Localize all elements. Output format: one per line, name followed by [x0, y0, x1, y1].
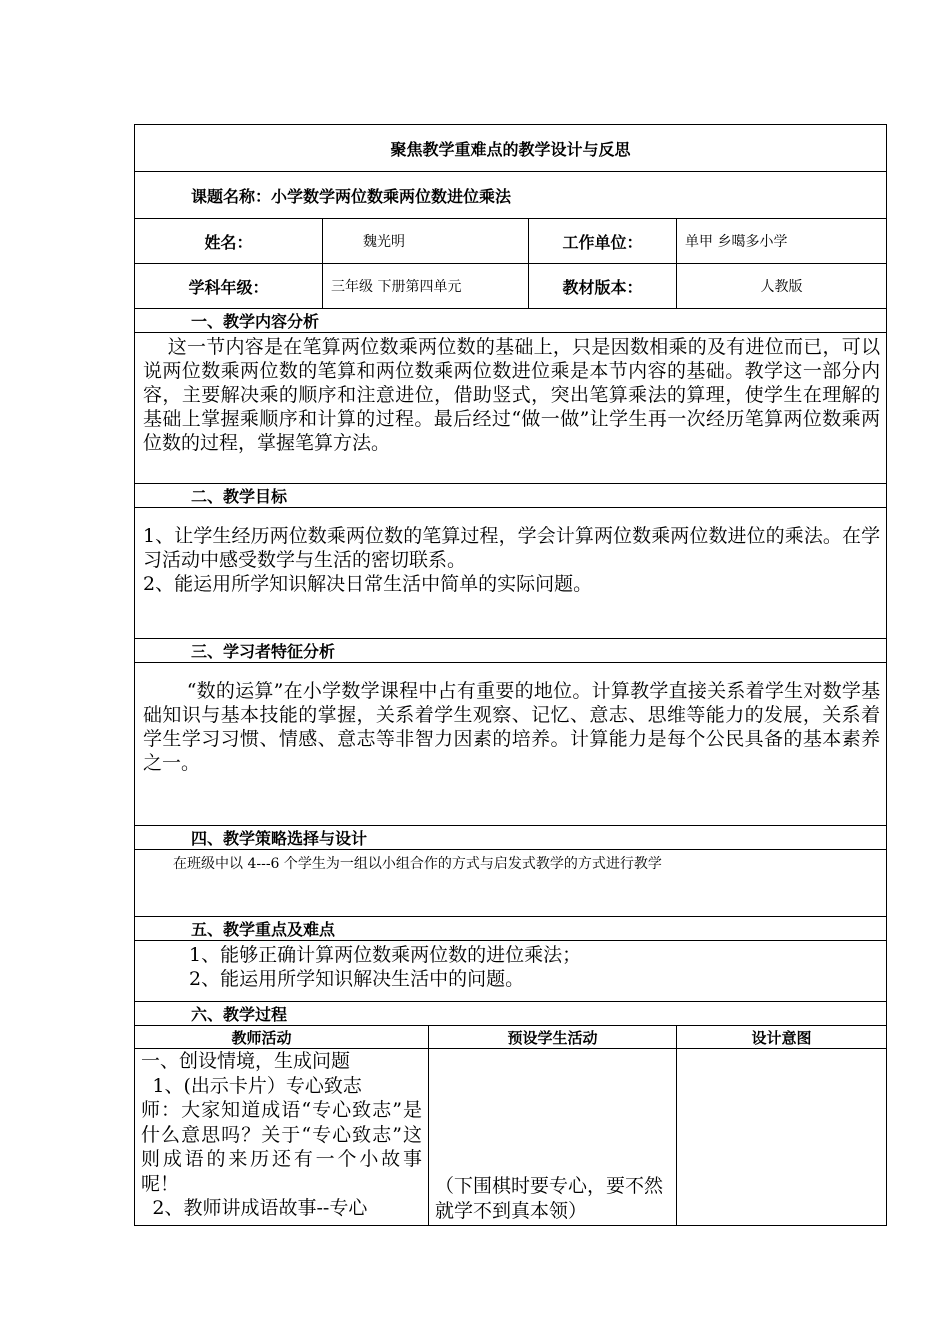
key-point-2: 2、能运用所学知识解决生活中的问题。	[189, 968, 525, 990]
section-heading-key-points: 五、教学重点及难点	[135, 917, 887, 941]
column-student-activity: 预设学生活动	[429, 1026, 677, 1049]
edition-value: 人教版	[677, 264, 887, 309]
student-activity-cell	[429, 1049, 677, 1226]
learner-analysis-text: “数的运算”在小学数学课程中占有重要的地位。计算教学直接关系着学生对数学基础知识与基本技能的掌握，关系着学生观察、记忆、意志、思维等能力的发展，关系着学生学习习惯、情感、意志等非智力因素的培养。计算能力是每个公民具备的基本素养之一。	[143, 680, 881, 774]
name-label: 姓名：	[135, 219, 323, 264]
lesson-plan-sheet	[134, 124, 886, 1226]
name-value: 魏光明	[323, 219, 529, 264]
topic-name: 课题名称：小学数学两位数乘两位数进位乘法	[135, 172, 887, 219]
unit-label: 工作单位：	[529, 219, 677, 264]
teaching-goal-2: 2、能运用所学知识解决日常生活中简单的实际问题。	[143, 573, 593, 595]
teacher-activity-line: 一、创设情境，生成问题	[141, 1050, 351, 1072]
key-points-body	[135, 941, 887, 1002]
teacher-activity-line: 1、(出示卡片）专心致志	[152, 1074, 362, 1097]
lesson-plan-table	[134, 124, 887, 1226]
teacher-activity-cell	[135, 1049, 429, 1226]
learner-analysis-body	[135, 663, 887, 826]
section-heading-content-analysis: 一、教学内容分析	[135, 309, 887, 333]
teaching-goal-1: 1、让学生经历两位数乘两位数的笔算过程，学会计算两位数乘两位数进位的乘法。在学习活动中感受数学与生活的密切联系。	[143, 525, 881, 571]
subject-value: 三年级 下册第四单元	[323, 264, 529, 309]
content-analysis-body	[135, 333, 887, 484]
teacher-activity-line: 2、教师讲成语故事--专心	[152, 1197, 368, 1219]
teacher-activity-line: 师：大家知道成语“专心致志”是什么意思吗？关于“专心致志”这则成语的来历还有一个小故事呢！	[141, 1099, 422, 1195]
document-title: 聚焦教学重难点的教学设计与反思	[135, 125, 887, 172]
section-heading-teaching-strategy: 四、教学策略选择与设计	[135, 826, 887, 850]
teaching-goals-body	[135, 508, 887, 639]
edition-label: 教材版本：	[529, 264, 677, 309]
section-heading-teaching-goals: 二、教学目标	[135, 484, 887, 508]
teaching-strategy-text: 在班级中以 4---6 个学生为一组以小组合作的方式与启发式教学的方式进行教学	[173, 856, 662, 872]
content-analysis-text: 这一节内容是在笔算两位数乘两位数的基础上，只是因数相乘的及有进位而已，可以说两位数乘两位数的笔算和两位数乘两位数进位乘是本节内容的基础。教学这一部分内容，主要解决乘的顺序和注意进位，借助竖式，突出笔算乘法的算理，使学生在理解的基础上掌握乘顺序和计算的过程。最后经过“做一做”让学生再一次经历笔算两位数乘两位数的过程，掌握笔算方法。	[143, 336, 881, 454]
student-activity-text: （下围棋时要专心，要不然就学不到真本领）	[435, 1175, 664, 1222]
unit-value: 单甲 乡噶多小学	[677, 219, 887, 264]
column-design-intent: 设计意图	[677, 1026, 887, 1049]
section-heading-learner-analysis: 三、学习者特征分析	[135, 639, 887, 663]
teaching-strategy-body	[135, 850, 887, 917]
subject-label: 学科年级：	[135, 264, 323, 309]
design-intent-cell	[677, 1049, 887, 1226]
key-point-1: 1、能够正确计算两位数乘两位数的进位乘法；	[189, 944, 582, 966]
column-teacher-activity: 教师活动	[135, 1026, 429, 1049]
section-heading-teaching-process: 六、教学过程	[135, 1002, 887, 1026]
